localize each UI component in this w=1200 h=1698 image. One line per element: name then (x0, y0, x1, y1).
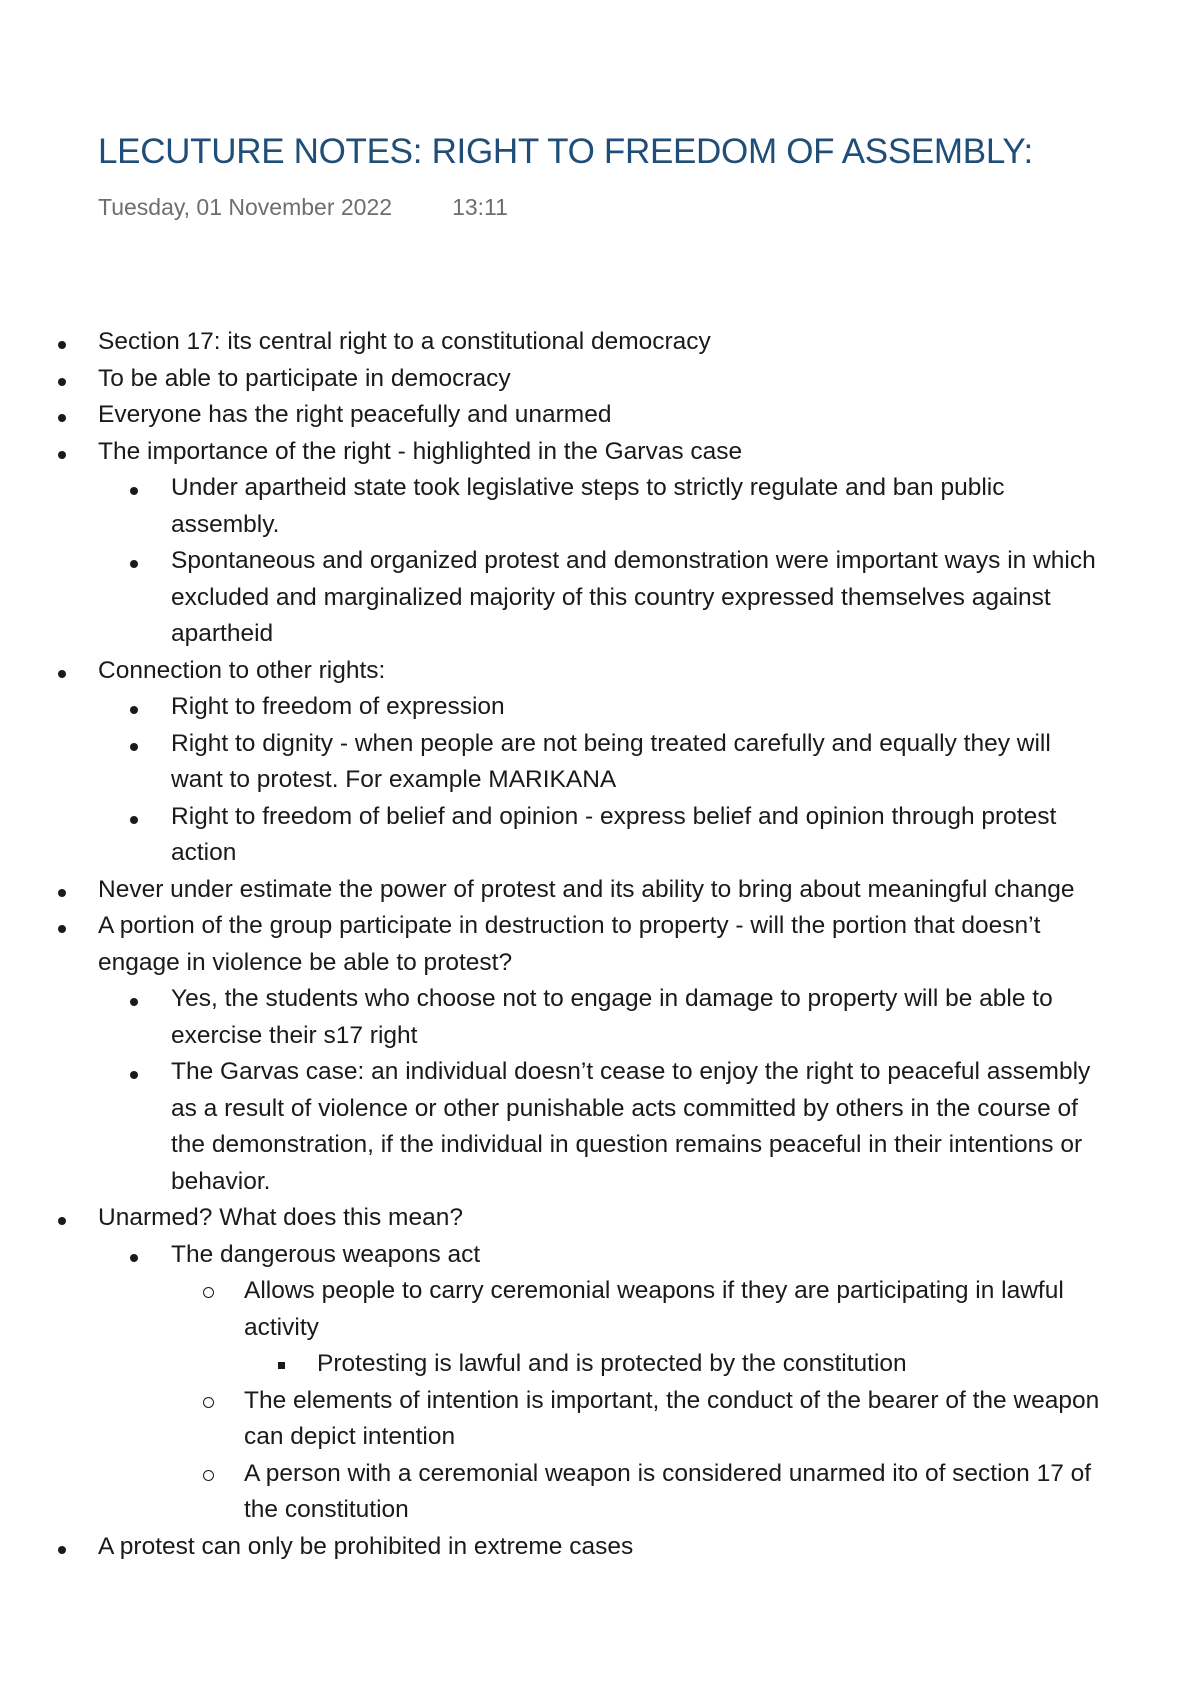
list-item-text: Right to dignity - when people are not being treated carefully and equally they will want to protest. For example MARIKANA (171, 729, 1051, 793)
note-time: 13:11 (452, 194, 508, 220)
list-item-text: Connection to other rights: (98, 656, 386, 684)
bullet-dot-icon (58, 908, 66, 945)
bullet-dot-icon (130, 543, 138, 580)
bullet-dot-icon (58, 434, 66, 471)
list-item-text: To be able to participate in democracy (98, 364, 511, 392)
list-item-text: The dangerous weapons act (171, 1240, 481, 1268)
list-item (0, 1456, 1100, 1529)
list-item-text: Allows people to carry ceremonial weapons if they are participating in lawful activity (244, 1277, 1064, 1341)
list-item (0, 726, 1100, 799)
list-item-text: The importance of the right - highlighted in the Garvas case (98, 437, 743, 465)
bullet-dot-icon (58, 324, 66, 361)
list-item-text: Right to freedom of expression (171, 693, 505, 720)
list-item (0, 324, 1100, 361)
list-item (0, 1237, 1100, 1274)
list-item (0, 1273, 1100, 1346)
note-timestamp (98, 194, 508, 221)
hollow-circle-bullet-icon (203, 1456, 214, 1493)
page-title: LECUTURE NOTES: RIGHT TO FREEDOM OF ASSEMBLY: (98, 132, 1033, 171)
list-item-text: Section 17: its central right to a constitutional democracy (98, 328, 711, 355)
bullet-dot-icon (130, 799, 138, 836)
list-item (0, 470, 1100, 543)
list-item (0, 1383, 1100, 1456)
bullet-dot-icon (130, 726, 138, 763)
list-item (0, 908, 1100, 981)
bullet-dot-icon (130, 1054, 138, 1091)
list-item-text: A person with a ceremonial weapon is considered unarmed ito of section 17 of the constitution (244, 1459, 1092, 1523)
bullet-dot-icon (58, 1200, 66, 1237)
bullet-dot-icon (58, 361, 66, 398)
bullet-dot-icon (130, 1237, 138, 1274)
list-item (0, 361, 1100, 398)
list-item-text: The Garvas case: an individual doesn’t cease to enjoy the right to peaceful assembly as a result of violence or other punishable acts committed by others in the course of the demonstration, if the individual in question remains peaceful in their intentions or behavior. (171, 1058, 1091, 1195)
list-item-text: Everyone has the right peacefully and unarmed (98, 401, 612, 428)
list-item (0, 1200, 1100, 1237)
bullet-list (0, 324, 1200, 1565)
bullet-dot-icon (130, 689, 138, 726)
list-item (0, 1346, 1100, 1383)
list-item-text: Never under estimate the power of protest and its ability to bring about meaningful change (98, 875, 1075, 903)
list-item-text: The elements of intention is important, the conduct of the bearer of the weapon can depict intention (244, 1386, 1100, 1450)
list-item-text: Spontaneous and organized protest and demonstration were important ways in which excluded and marginalized majority of this country expressed themselves against apartheid (171, 547, 1096, 647)
list-item-text: Right to freedom of belief and opinion - express belief and opinion through protest action (171, 802, 1057, 866)
bullet-dot-icon (58, 872, 66, 909)
hollow-circle-bullet-icon (203, 1273, 214, 1310)
square-bullet-icon (278, 1346, 285, 1383)
list-item (0, 872, 1100, 909)
list-item-text: Protesting is lawful and is protected by the constitution (317, 1350, 907, 1377)
bullet-dot-icon (58, 1529, 66, 1566)
bullet-dot-icon (130, 470, 138, 507)
bullet-dot-icon (130, 981, 138, 1018)
list-item (0, 1054, 1100, 1200)
list-item (0, 653, 1100, 690)
list-item (0, 434, 1100, 471)
list-item (0, 397, 1100, 434)
list-item-text: Under apartheid state took legislative steps to strictly regulate and ban public assembly. (171, 474, 1005, 538)
list-item-text: Unarmed? What does this mean? (98, 1204, 463, 1231)
list-item-text: Yes, the students who choose not to engage in damage to property will be able to exercise their s17 right (171, 985, 1053, 1049)
hollow-circle-bullet-icon (203, 1383, 214, 1420)
list-item (0, 1529, 1100, 1566)
list-item (0, 799, 1100, 872)
bullet-dot-icon (58, 397, 66, 434)
bullet-dot-icon (58, 653, 66, 690)
note-date: Tuesday, 01 November 2022 (98, 194, 393, 220)
list-item (0, 543, 1100, 653)
list-item (0, 981, 1100, 1054)
list-item (0, 689, 1100, 726)
list-item-text: A protest can only be prohibited in extreme cases (98, 1532, 634, 1560)
list-item-text: A portion of the group participate in destruction to property - will the portion that doesn’t engage in violence be able to protest? (98, 912, 1041, 976)
